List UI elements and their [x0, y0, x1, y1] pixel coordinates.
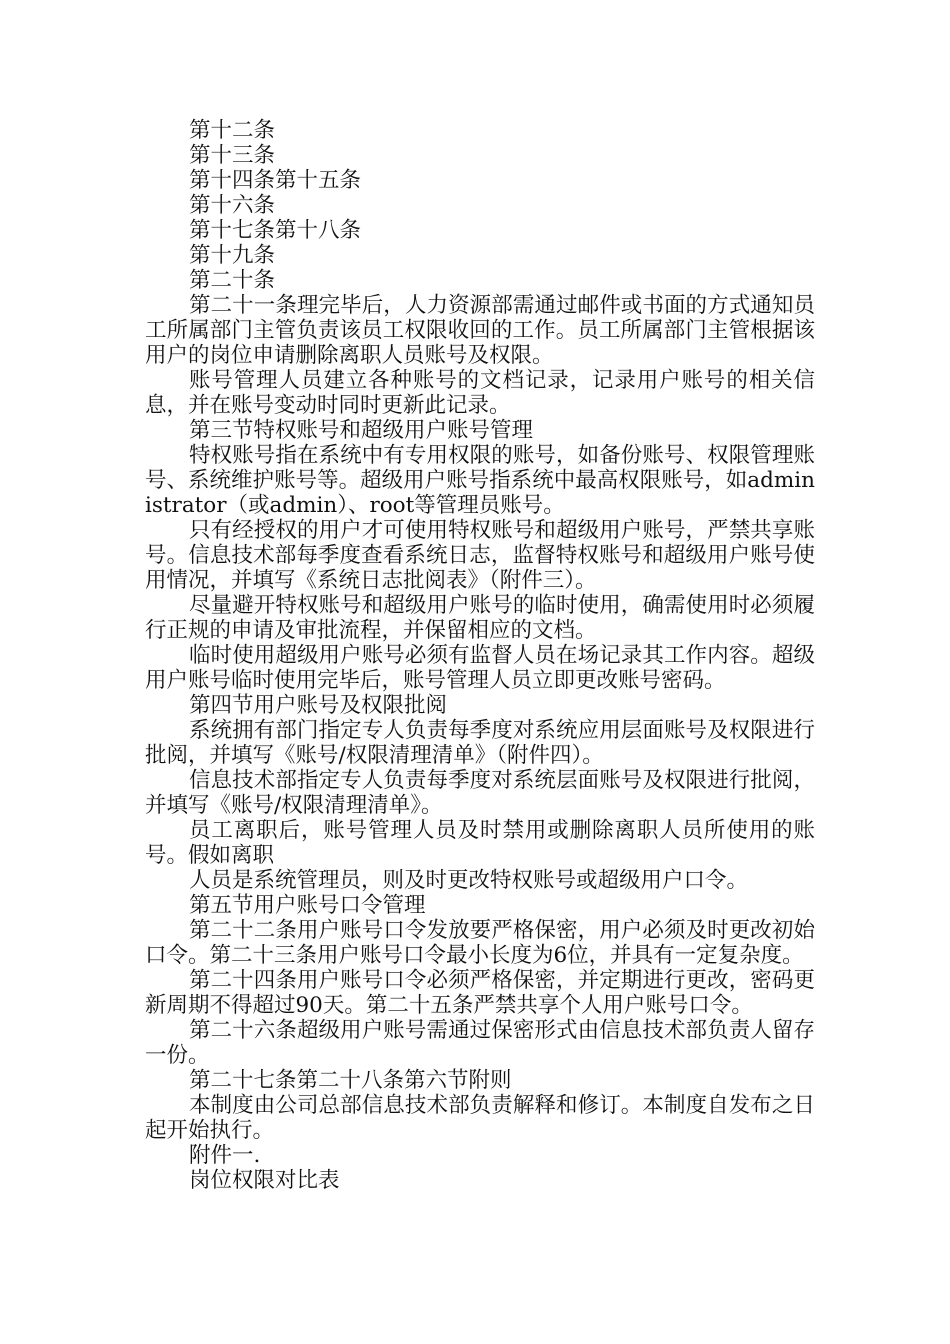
paragraph-article-16: 第十六条 [189, 193, 276, 218]
attachment-label: 附件一. [189, 1143, 261, 1168]
paragraph-article-20: 第二十条 [189, 268, 276, 293]
paragraph-article-21: 第二十一条理完毕后，人力资源部需通过邮件或书面的方式通知员工所属部门主管负责该员工权限收回的工作。员工所属部门主管根据该用户的岗位申请删除离职人员账号及权限。 [145, 293, 815, 368]
paragraph-authorized-use: 只有经授权的用户才可使用特权账号和超级用户账号，严禁共享账号。信息技术部每季度查看系统日志，监督特权账号和超级用户账号使用情况，并填写《系统日志批阅表》（附件三）。 [145, 518, 815, 593]
paragraph-article-27-28: 第二十七条第二十八条第六节附则 [189, 1068, 512, 1093]
paragraph-temporary-use: 尽量避开特权账号和超级用户账号的临时使用，确需使用时必须履行正规的申请及审批流程，并保留相应的文档。 [145, 593, 815, 643]
paragraph-effective-date: 本制度由公司总部信息技术部负责解释和修订。本制度自发布之日起开始执行。 [145, 1093, 815, 1143]
paragraph-privileged-accounts: 特权账号指在系统中有专用权限的账号，如备份账号、权限管理账号、系统维护账号等。超级用户账号指系统中最高权限账号，如administrator（或admin）、root等管理员账号。 [145, 443, 815, 518]
paragraph-supervision: 临时使用超级用户账号必须有监督人员在场记录其工作内容。超级用户账号临时使用完毕后，账号管理人员立即更改账号密码。 [145, 643, 815, 693]
paragraph-article-22-23: 第二十二条用户账号口令发放要严格保密，用户必须及时更改初始口令。第二十三条用户账号口令最小长度为6位，并具有一定复杂度。 [145, 918, 815, 968]
paragraph-admin-resignation: 人员是系统管理员，则及时更改特权账号或超级用户口令。 [189, 868, 749, 893]
paragraph-system-review: 信息技术部指定专人负责每季度对系统层面账号及权限进行批阅，并填写《账号/权限清理清单》。 [145, 768, 815, 818]
paragraph-article-24-25: 第二十四条用户账号口令必须严格保密，并定期进行更改，密码更新周期不得超过90天。第二十五条严禁共享个人用户账号口令。 [145, 968, 815, 1018]
paragraph-resignation: 员工离职后，账号管理人员及时禁用或删除离职人员所使用的账号。假如离职 [145, 818, 815, 868]
paragraph-article-12: 第十二条 [189, 118, 276, 143]
paragraph-account-records: 账号管理人员建立各种账号的文档记录，记录用户账号的相关信息，并在账号变动时同时更新此记录。 [145, 368, 815, 418]
paragraph-app-review: 系统拥有部门指定专人负责每季度对系统应用层面账号及权限进行批阅，并填写《账号/权限清理清单》（附件四）。 [145, 718, 815, 768]
attachment-title: 岗位权限对比表 [189, 1168, 340, 1193]
document-body [145, 118, 815, 1193]
section-heading-5: 第五节用户账号口令管理 [189, 893, 426, 918]
section-heading-4: 第四节用户账号及权限批阅 [189, 693, 448, 718]
paragraph-article-17-18: 第十七条第十八条 [189, 218, 362, 243]
section-heading-3: 第三节特权账号和超级用户账号管理 [189, 418, 534, 443]
paragraph-article-13: 第十三条 [189, 143, 276, 168]
paragraph-article-26: 第二十六条超级用户账号需通过保密形式由信息技术部负责人留存一份。 [145, 1018, 815, 1068]
paragraph-article-14-15: 第十四条第十五条 [189, 168, 362, 193]
paragraph-article-19: 第十九条 [189, 243, 276, 268]
